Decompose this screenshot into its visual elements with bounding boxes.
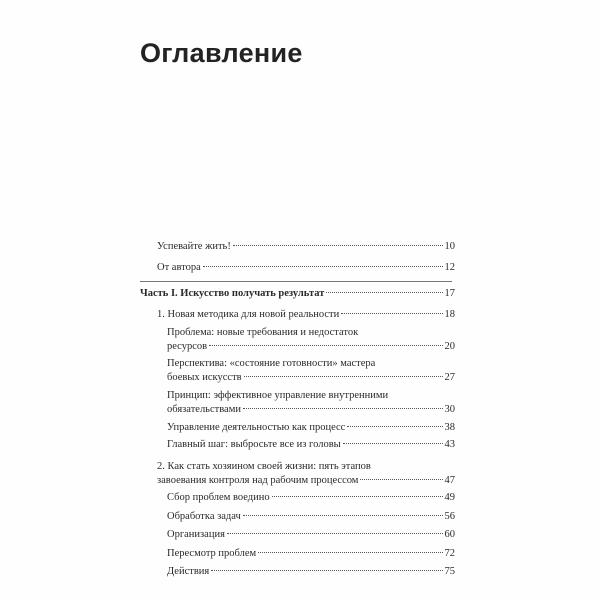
leader-dots (272, 496, 443, 497)
divider (140, 281, 452, 282)
toc-chapter-entry[interactable] (157, 474, 455, 488)
leader-dots (243, 515, 443, 516)
toc-entry[interactable] (167, 547, 455, 561)
toc-entry-label: Обработка задач (167, 511, 241, 522)
toc-entry-label: обязательствами (167, 404, 241, 415)
toc-page-number: 12 (444, 262, 455, 273)
toc-chapter-entry[interactable] (157, 308, 455, 322)
toc-entry-label: От автора (157, 262, 201, 273)
toc-page-number: 56 (444, 511, 455, 522)
toc-entry[interactable] (167, 340, 455, 354)
toc-entry[interactable] (167, 528, 455, 542)
toc-entry-line1[interactable]: Проблема: новые требования и недостаток (167, 327, 359, 338)
toc-entry[interactable] (157, 240, 455, 254)
toc-entry-label: Сбор проблем воедино (167, 492, 270, 503)
toc-entry-label: Главный шаг: выбросьте все из головы (167, 439, 341, 450)
toc-page-number: 10 (444, 241, 455, 252)
toc-page-number: 30 (444, 404, 455, 415)
toc-page-number: 27 (444, 372, 455, 383)
toc-chapter-line1[interactable]: 2. Как стать хозяином своей жизни: пять этапов (157, 461, 371, 472)
toc-entry[interactable] (167, 565, 455, 579)
toc-entry-label: Управление деятельностью как процесс (167, 422, 346, 433)
toc-entry-label: боевых искусств (167, 372, 242, 383)
toc-entry-label: ресурсов (167, 341, 208, 352)
toc-entry-label: Успевайте жить! (157, 241, 231, 252)
toc-entry[interactable] (157, 261, 455, 275)
page-title: Оглавление (140, 38, 303, 68)
toc-entry[interactable] (167, 438, 455, 452)
leader-dots (227, 533, 443, 534)
leader-dots (347, 426, 442, 427)
toc-page-number: 49 (444, 492, 455, 503)
leader-dots (341, 313, 442, 314)
leader-dots (243, 408, 443, 409)
leader-dots (343, 443, 443, 444)
toc-entry-label: завоевания контроля над рабочим процессом (157, 475, 359, 486)
toc-entry-line1[interactable]: Принцип: эффективное управление внутренними (167, 390, 389, 401)
leader-dots (244, 376, 443, 377)
toc-part-entry[interactable] (140, 287, 455, 301)
leader-dots (209, 345, 442, 346)
leader-dots (326, 292, 442, 293)
toc-page-number: 43 (444, 439, 455, 450)
toc-entry-line1[interactable]: Перспектива: «состояние готовности» мастера (167, 358, 376, 369)
toc-entry[interactable] (167, 371, 455, 385)
toc-entry[interactable] (167, 491, 455, 505)
toc-entry-label: Часть I. Искусство получать результат (140, 288, 325, 299)
toc-page-number: 17 (444, 288, 455, 299)
leader-dots (211, 570, 442, 571)
toc-entry-label: Действия (167, 566, 210, 577)
toc-page-number: 20 (444, 341, 455, 352)
toc-page-number: 60 (444, 529, 455, 540)
toc-entry[interactable] (167, 403, 455, 417)
toc-entry[interactable] (167, 421, 455, 435)
toc-entry-label: Пересмотр проблем (167, 548, 257, 559)
toc-page-number: 47 (444, 475, 455, 486)
toc-entry[interactable] (167, 510, 455, 524)
toc-entry-label: 1. Новая методика для новой реальности (157, 309, 340, 320)
toc-page-number: 38 (444, 422, 455, 433)
toc-page-number: 75 (444, 566, 455, 577)
leader-dots (258, 552, 442, 553)
toc-entry-label: Организация (167, 529, 225, 540)
leader-dots (203, 266, 443, 267)
toc-page-number: 18 (444, 309, 455, 320)
leader-dots (233, 245, 443, 246)
leader-dots (360, 479, 442, 480)
toc-page-number: 72 (444, 548, 455, 559)
